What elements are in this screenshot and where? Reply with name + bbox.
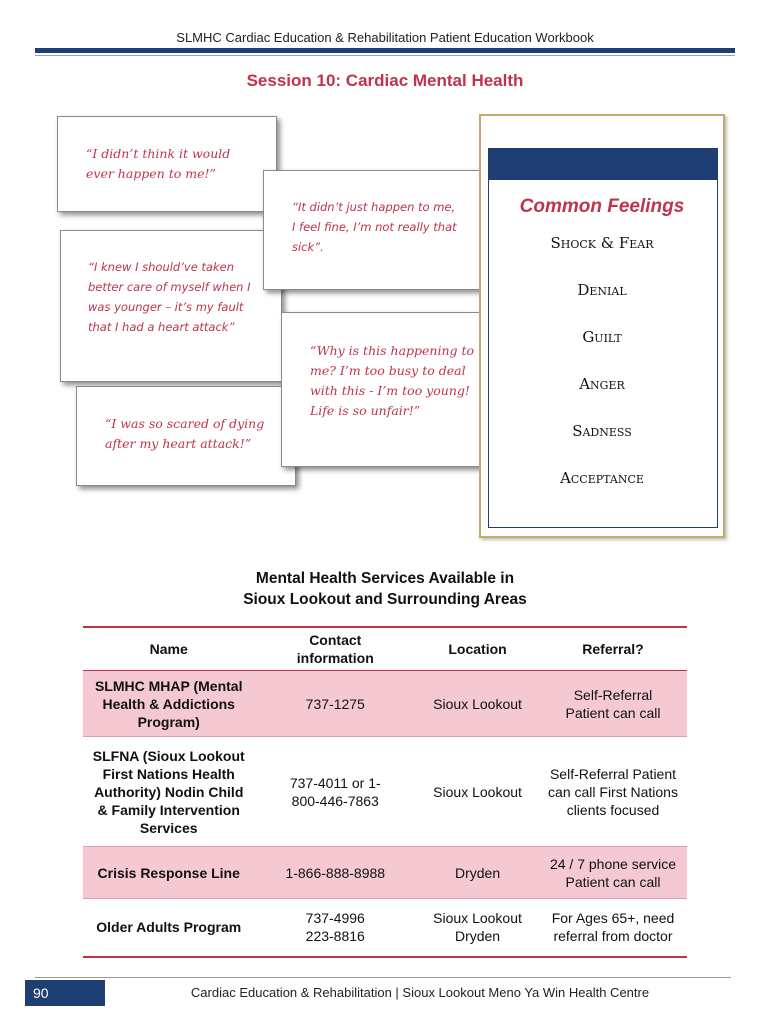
- page-title: Session 10: Cardiac Mental Health: [246, 71, 524, 90]
- feeling-item: Shock & Fear: [550, 234, 654, 252]
- column-header-name: Name: [83, 627, 254, 671]
- quote-text: “Why is this happening to me? I’m too busy to deal with this - I’m too young! Life is so unfair!”: [310, 343, 475, 418]
- cell-referral: For Ages 65+, need referral from doctor: [539, 899, 687, 957]
- cell-referral: Self-Referral Patient can call First Nations clients focused: [539, 737, 687, 847]
- cell-contact: 737-1275: [254, 671, 416, 737]
- quote-text: “I didn’t think it would ever happen to me!”: [86, 146, 231, 181]
- column-header-contact: Contact information: [254, 627, 416, 671]
- quote-card-4: [281, 312, 499, 467]
- header-rule: [35, 48, 735, 53]
- feelings-title: Common Feelings: [519, 196, 685, 217]
- cell-location: Dryden: [416, 847, 539, 899]
- cell-contact: 737-4996 223-8816: [254, 899, 416, 957]
- services-title-line1: Mental Health Services Available in: [255, 570, 515, 587]
- feeling-item: Denial: [577, 281, 627, 299]
- quote-text: “I knew I should’ve taken better care of myself when I was younger – it’s my fault that I had a heart attack”: [88, 260, 251, 334]
- column-header-referral: Referral?: [539, 627, 687, 671]
- column-header-location: Location: [416, 627, 539, 671]
- cell-referral: 24 / 7 phone service Patient can call: [539, 847, 687, 899]
- table-row: [83, 671, 687, 737]
- footer-rule: [35, 977, 731, 978]
- quote-card-1: [57, 116, 277, 212]
- services-table: [83, 626, 687, 958]
- services-title-line2: Sioux Lookout and Surrounding Areas: [243, 591, 527, 608]
- cell-name: Older Adults Program: [83, 899, 254, 957]
- cell-name: Crisis Response Line: [83, 847, 254, 899]
- table-row: [83, 847, 687, 899]
- quote-text: “I was so scared of dying after my heart attack!”: [105, 416, 265, 451]
- cell-location: Sioux Lookout: [416, 737, 539, 847]
- footer-text: Cardiac Education & Rehabilitation | Sioux Lookout Meno Ya Win Health Centre: [190, 985, 650, 1000]
- quote-card-5: [76, 386, 296, 486]
- table-header-row: [83, 627, 687, 671]
- table-row: [83, 899, 687, 957]
- cell-location: Sioux Lookout: [416, 671, 539, 737]
- cell-contact: 1-866-888-8988: [254, 847, 416, 899]
- cell-location: Sioux Lookout Dryden: [416, 899, 539, 957]
- quote-text: “It didn’t just happen to me, I feel fine, I’m not really that sick”.: [292, 200, 457, 254]
- table-row: [83, 737, 687, 847]
- header-rule-thin: [35, 55, 735, 56]
- quote-card-2: [263, 170, 485, 290]
- feeling-item: Guilt: [582, 328, 622, 346]
- cell-referral: Self-Referral Patient can call: [539, 671, 687, 737]
- services-title: [0, 568, 770, 610]
- feeling-item: Anger: [579, 375, 625, 393]
- feeling-item: Sadness: [572, 422, 632, 440]
- feeling-item: Acceptance: [560, 469, 644, 487]
- cell-contact: 737-4011 or 1-800-446-7863: [254, 737, 416, 847]
- feelings-header-bar: [488, 148, 718, 180]
- cell-name: SLMHC MHAP (Mental Health & Addictions Program): [83, 671, 254, 737]
- header-title: SLMHC Cardiac Education & Rehabilitation Patient Education Workbook: [176, 30, 594, 45]
- common-feelings-panel: [479, 114, 725, 538]
- quote-card-3: [60, 230, 282, 382]
- page-number: 90: [25, 980, 105, 1006]
- cell-name: SLFNA (Sioux Lookout First Nations Health Authority) Nodin Child & Family Intervention Services: [83, 737, 254, 847]
